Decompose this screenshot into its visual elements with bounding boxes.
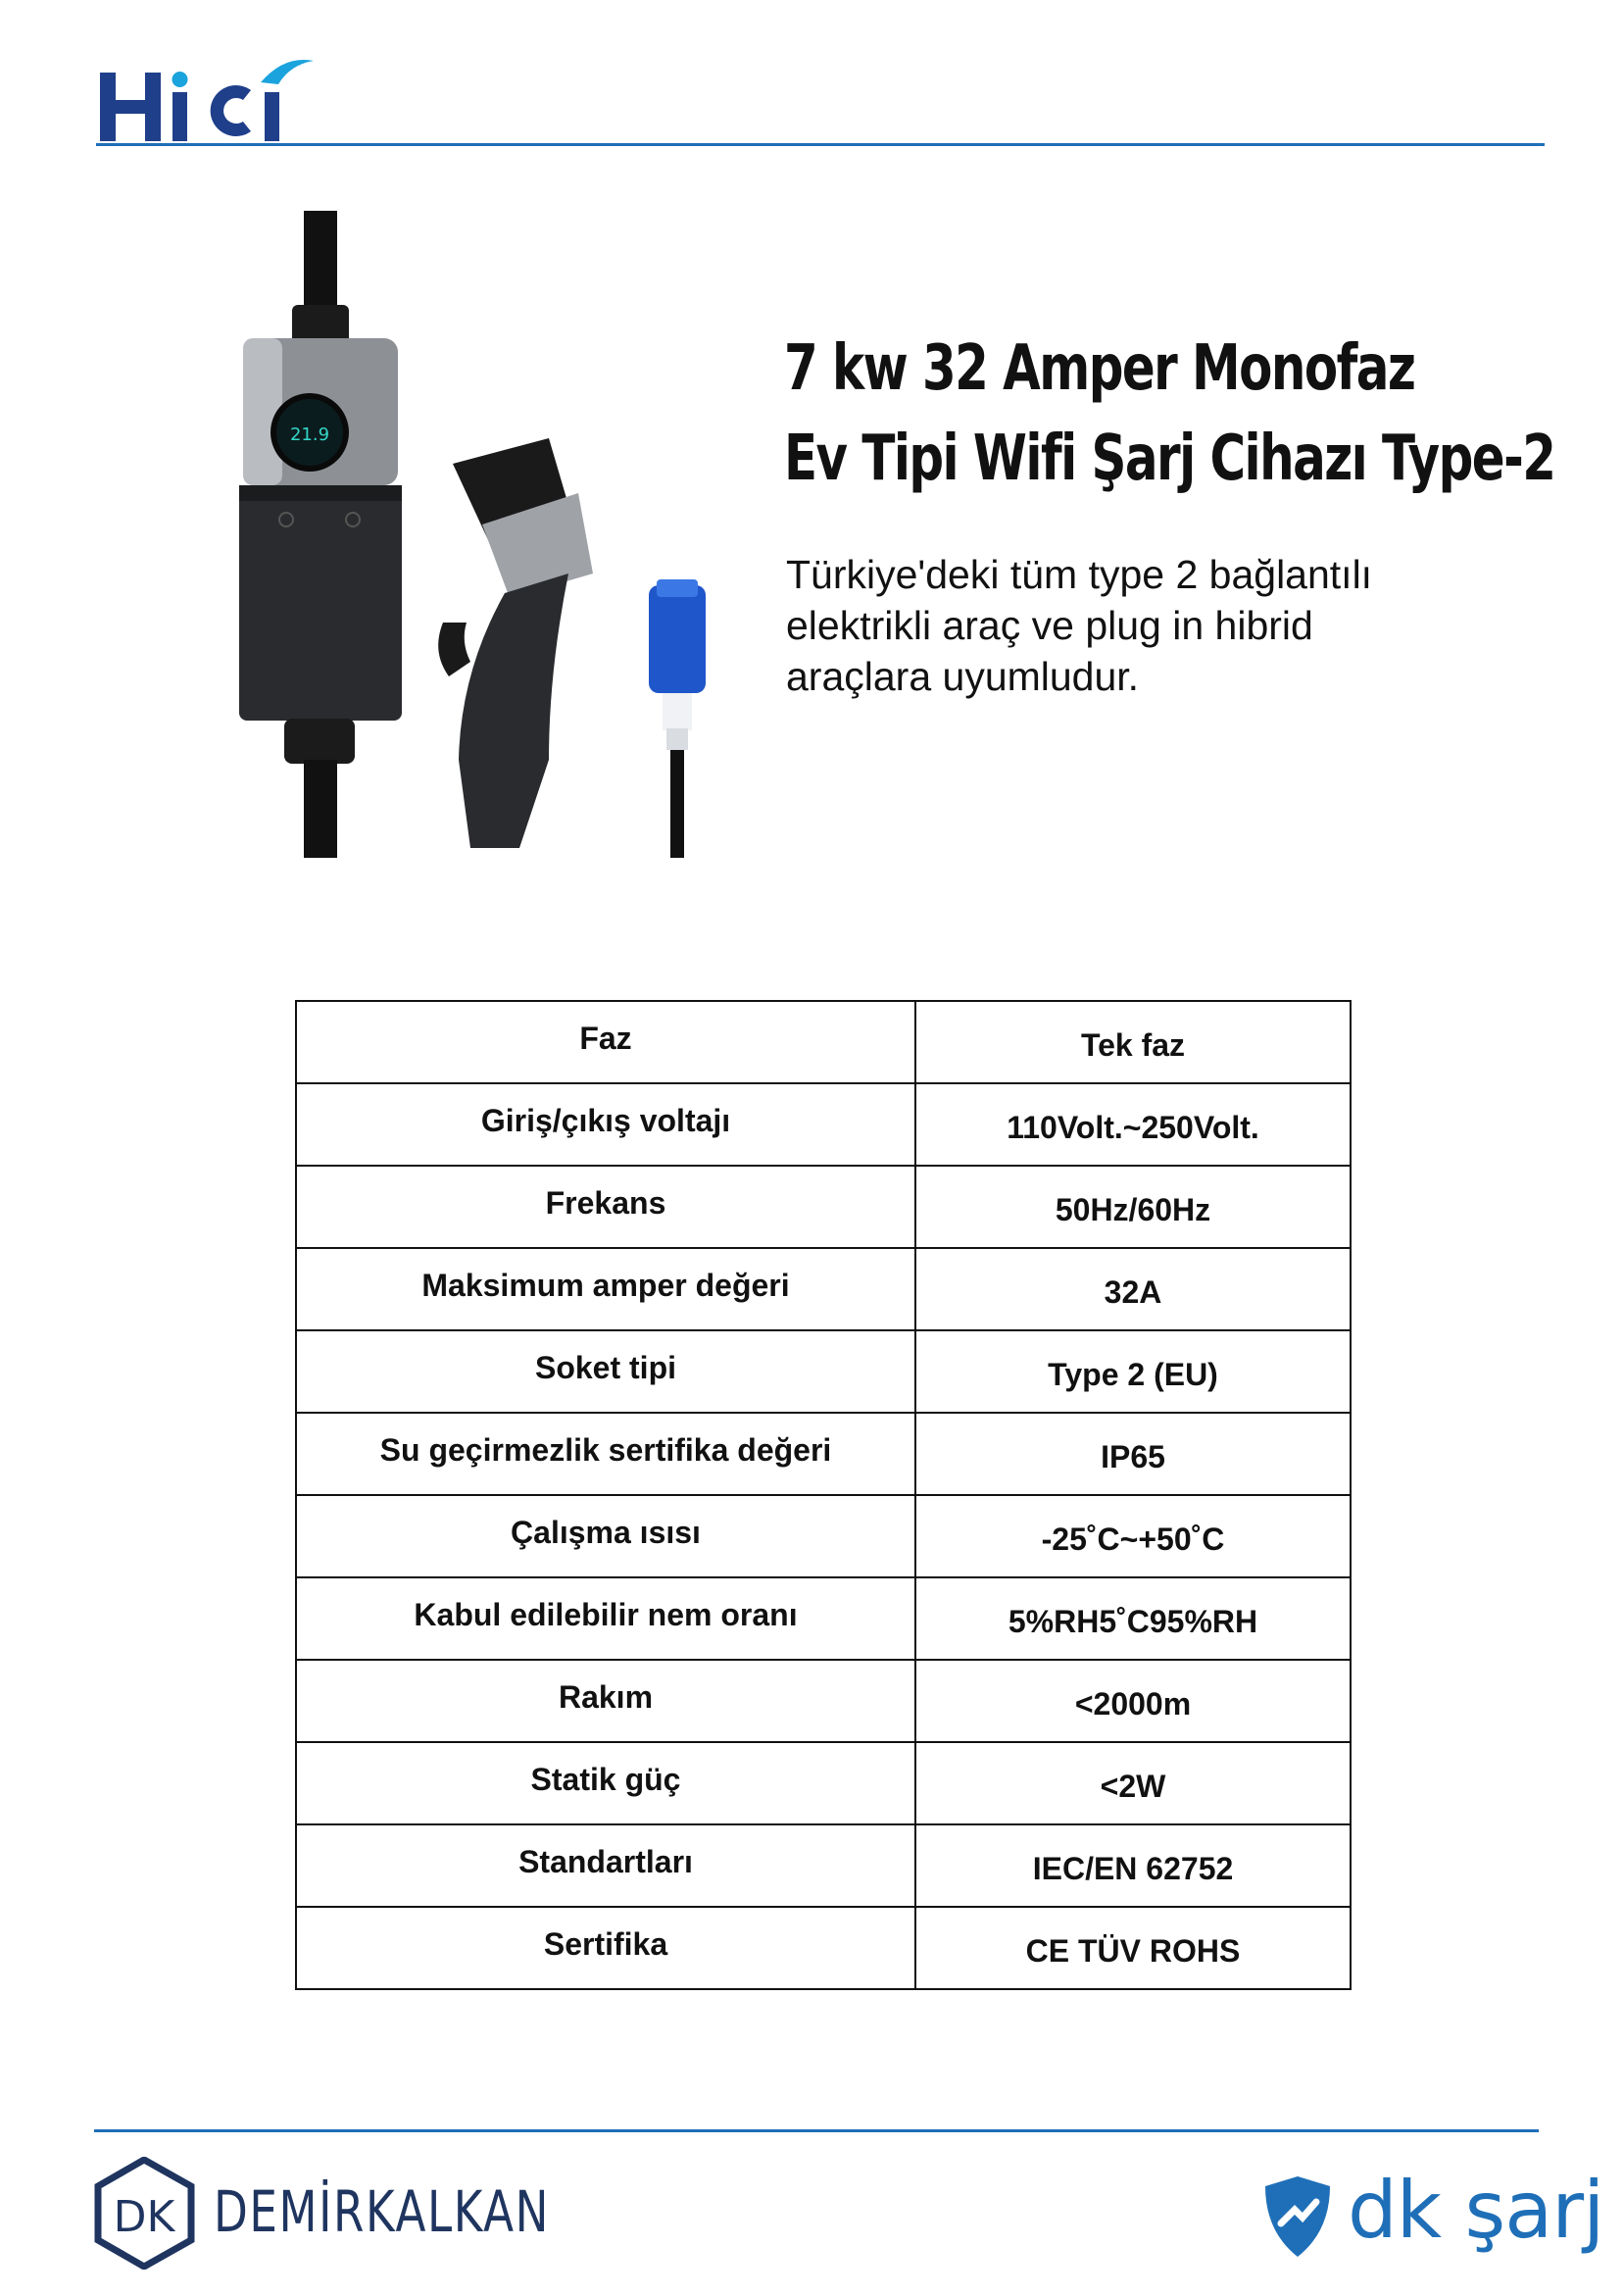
table-row (296, 1907, 1351, 1989)
spec-value: 32A (915, 1248, 1351, 1330)
table-row (296, 1577, 1351, 1660)
spec-value: <2W (915, 1742, 1351, 1824)
spec-value: 110Volt.~250Volt. (915, 1083, 1351, 1166)
table-row (296, 1742, 1351, 1824)
table-row (296, 1330, 1351, 1413)
header-divider (96, 143, 1545, 146)
table-row (296, 1413, 1351, 1495)
ev-charger-product-photo (225, 211, 735, 858)
charger-screen-reading: 21.9 (289, 424, 330, 445)
product-title-line-1: 7 kw 32 Amper Monofaz (784, 332, 1415, 405)
table-row (296, 1660, 1351, 1742)
spec-table (295, 1000, 1352, 1990)
description-line-1: Türkiye'deki tüm type 2 bağlantılı (786, 552, 1373, 597)
spec-label: Çalışma ısısı (296, 1495, 915, 1577)
spec-label: Kabul edilebilir nem oranı (296, 1577, 915, 1660)
product-title (784, 324, 1555, 504)
spec-value: <2000m (915, 1660, 1351, 1742)
dk-logo-letters: DK (113, 2192, 175, 2242)
spec-label: Faz (296, 1001, 915, 1083)
table-row (296, 1166, 1351, 1248)
table-row (296, 1495, 1351, 1577)
spec-label: Sertifika (296, 1907, 915, 1989)
spec-label: Standartları (296, 1824, 915, 1907)
spec-value: 5%RH5˚C95%RH (915, 1577, 1351, 1660)
spec-value: Type 2 (EU) (915, 1330, 1351, 1413)
hici-logo (96, 51, 321, 149)
demirkalkan-brand: DEMİRKALKAN (214, 2178, 551, 2245)
spec-label: Frekans (296, 1166, 915, 1248)
spec-label: Rakım (296, 1660, 915, 1742)
shield-plug-icon (1259, 2174, 1336, 2259)
table-row (296, 1001, 1351, 1083)
demirkalkan-hexagon-logo (93, 2157, 196, 2270)
spec-label: Statik güç (296, 1742, 915, 1824)
spec-label: Su geçirmezlik sertifika değeri (296, 1413, 915, 1495)
spec-label: Soket tipi (296, 1330, 915, 1413)
spec-value: IEC/EN 62752 (915, 1824, 1351, 1907)
spec-label: Giriş/çıkış voltajı (296, 1083, 915, 1166)
product-title-line-2: Ev Tipi Wifi Şarj Cihazı Type-2 (784, 423, 1555, 495)
table-row (296, 1083, 1351, 1166)
dk-sarj-brand: dk şarj (1348, 2165, 1604, 2256)
hici-logo-text: HiCi (96, 51, 98, 52)
spec-label: Maksimum amper değeri (296, 1248, 915, 1330)
spec-value: Tek faz (915, 1001, 1351, 1083)
spec-value: -25˚C~+50˚C (915, 1495, 1351, 1577)
table-row (296, 1248, 1351, 1330)
description-line-2: elektrikli araç ve plug in hibrid (786, 603, 1313, 648)
footer-divider (94, 2129, 1539, 2132)
table-row (296, 1824, 1351, 1907)
spec-value: CE TÜV ROHS (915, 1907, 1351, 1989)
spec-value: 50Hz/60Hz (915, 1166, 1351, 1248)
spec-value: IP65 (915, 1413, 1351, 1495)
description-line-3: araçlara uyumludur. (786, 654, 1140, 699)
product-description (786, 549, 1472, 702)
